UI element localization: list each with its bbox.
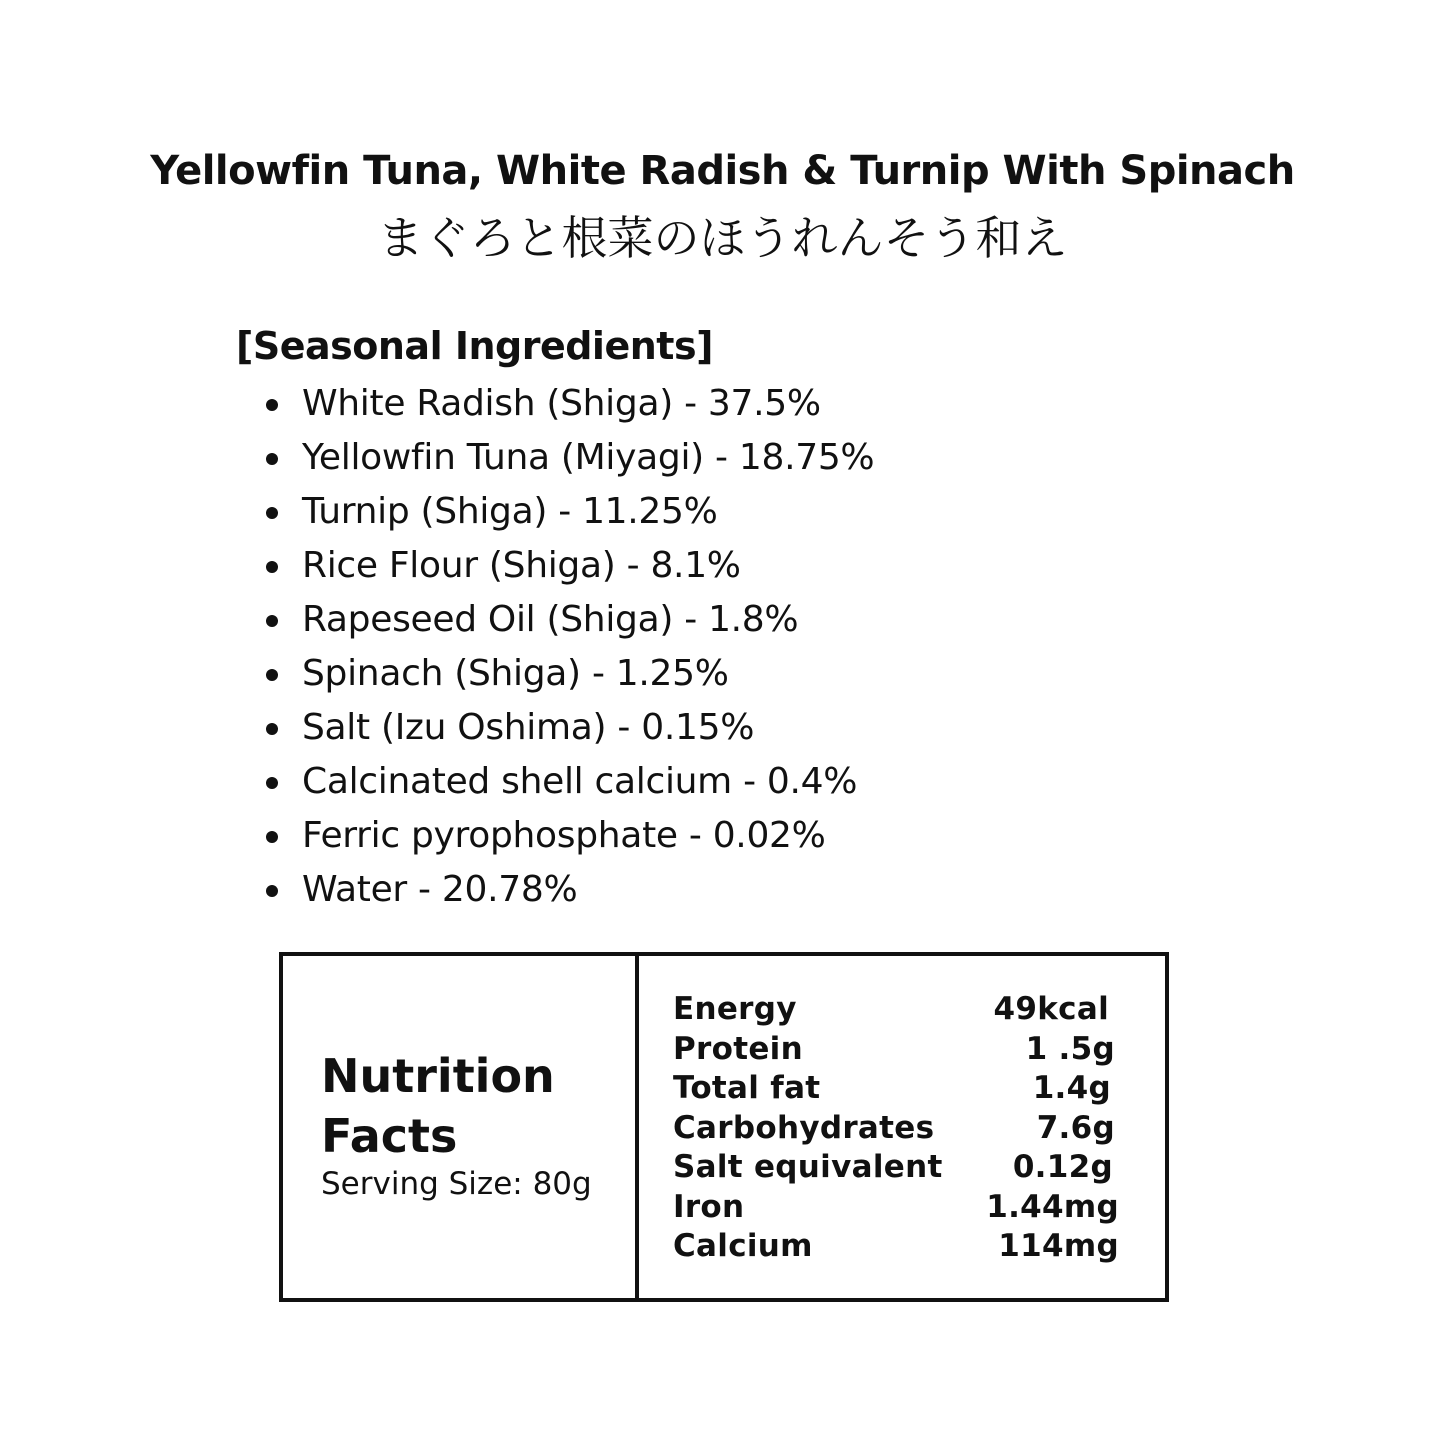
ingredient-text: Turnip (Shiga) - 11.25% (302, 491, 718, 532)
nutrient-label: Salt equivalent (673, 1149, 943, 1185)
bullet-icon (266, 561, 278, 573)
nutrient-value: 1.44mg (986, 1188, 1119, 1225)
ingredient-item (266, 431, 874, 485)
nutrient-value: 0.12g (1012, 1149, 1113, 1185)
ingredient-text: Calcinated shell calcium - 0.4% (302, 761, 858, 802)
nutrient-label: Carbohydrates (673, 1109, 935, 1146)
nutrient-value: 114mg (998, 1228, 1119, 1264)
ingredients-heading: [Seasonal Ingredients] (236, 324, 713, 368)
ingredient-text: Salt (Izu Oshima) - 0.15% (302, 707, 755, 748)
ingredient-text: Rapeseed Oil (Shiga) - 1.8% (302, 599, 799, 640)
nutrition-row-carbohydrates (673, 1109, 1119, 1149)
bullet-icon (266, 831, 278, 843)
bullet-icon (266, 615, 278, 627)
ingredient-item (266, 377, 874, 431)
nutrition-row-energy (673, 990, 1119, 1030)
ingredient-text: Ferric pyrophosphate - 0.02% (302, 815, 826, 856)
nutrient-label: Iron (673, 1188, 745, 1225)
nutrition-divider (635, 956, 639, 1298)
nutrient-value: 7.6g (1036, 1109, 1115, 1146)
nutrition-row-salt-equivalent (673, 1148, 1119, 1188)
nutrient-value: 1 .5g (1025, 1030, 1115, 1067)
ingredients-list (266, 377, 874, 917)
ingredient-item (266, 809, 874, 863)
nutrient-label: Energy (673, 991, 797, 1027)
nutrition-row-iron (673, 1188, 1119, 1228)
title-japanese: まぐろと根菜のほうれんそう和え (377, 211, 1068, 265)
bullet-icon (266, 507, 278, 519)
bullet-icon (266, 453, 278, 465)
ingredient-text: Yellowfin Tuna (Miyagi) - 18.75% (302, 437, 875, 478)
nutrition-row-total-fat (673, 1069, 1119, 1109)
ingredient-item (266, 593, 874, 647)
nutrient-label: Calcium (673, 1228, 813, 1264)
title-english: Yellowfin Tuna, White Radish & Turnip With Spinach (150, 148, 1295, 194)
ingredient-item (266, 701, 874, 755)
bullet-icon (266, 723, 278, 735)
nutrition-header (321, 1046, 592, 1204)
nutrition-table (673, 990, 1119, 1267)
serving-size: Serving Size: 80g (321, 1166, 592, 1202)
nutrient-value: 1.4g (1032, 1070, 1111, 1106)
ingredient-item (266, 485, 874, 539)
nutrient-label: Total fat (673, 1070, 821, 1106)
ingredient-text: Rice Flour (Shiga) - 8.1% (302, 545, 741, 586)
bullet-icon (266, 399, 278, 411)
nutrition-row-calcium (673, 1227, 1119, 1267)
nutrient-value: 49kcal (993, 991, 1109, 1027)
ingredient-text: White Radish (Shiga) - 37.5% (302, 383, 821, 424)
nutrition-facts-box (279, 952, 1169, 1302)
nutrition-title-line2: Facts (321, 1109, 458, 1163)
bullet-icon (266, 777, 278, 789)
ingredient-item (266, 755, 874, 809)
bullet-icon (266, 669, 278, 681)
ingredient-text: Water - 20.78% (302, 869, 578, 910)
nutrition-title-line1: Nutrition (321, 1049, 555, 1103)
ingredient-item (266, 863, 874, 917)
ingredient-text: Spinach (Shiga) - 1.25% (302, 653, 729, 694)
nutrient-label: Protein (673, 1030, 803, 1067)
bullet-icon (266, 885, 278, 897)
ingredient-item (266, 647, 874, 701)
nutrition-row-protein (673, 1030, 1119, 1070)
ingredient-item (266, 539, 874, 593)
